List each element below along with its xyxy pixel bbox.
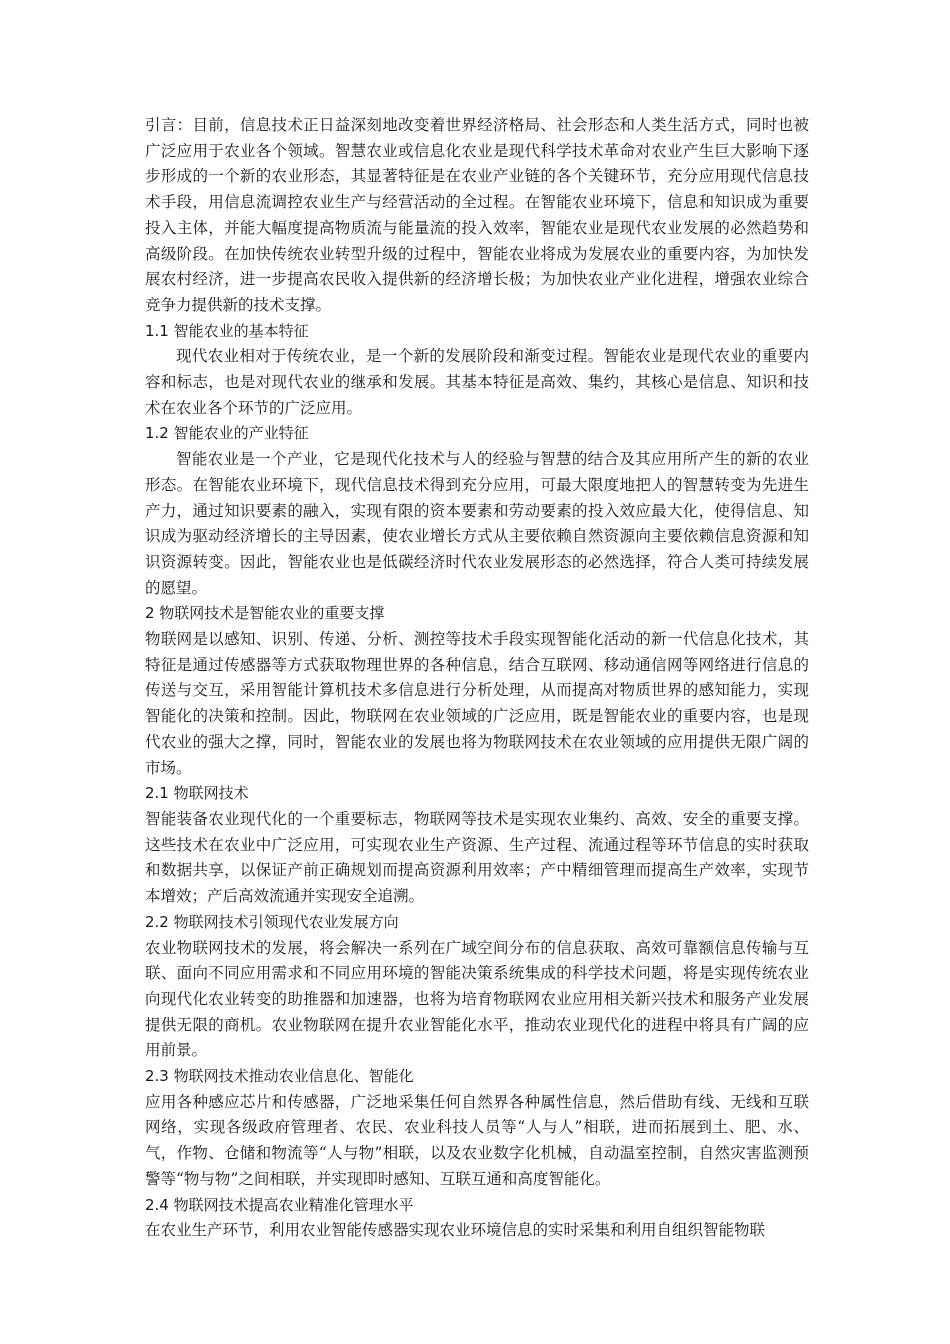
section-body-1-1: 现代农业相对于传统农业，是一个新的发展阶段和渐变过程。智能农业是现代农业的重要内容和标志，也是对现代农业的继承和发展。其基本特征是高效、集约，其核心是信息、知识和技术在农业各个环节的广泛应用。	[145, 347, 809, 417]
section-heading-2-3: 2.3 物联网技术推动农业信息化、智能化	[145, 1067, 414, 1086]
section-body-2-2: 农业物联网技术的发展，将会解决一系列在广域空间分布的信息获取、高效可靠额信息传输与互联、面向不同应用需求和不同应用环境的智能决策系统集成的科学技术问题，将是实现传统农业向现代化农业转变的助推器和加速器，也将为培育物联网农业应用相关新兴技术和服务产业发展提供无限的商机。农业物联网在提升农业智能化水平，推动农业现代化的进程中将具有广阔的应用前景。	[145, 938, 809, 1060]
section-body-1-2: 智能农业是一个产业，它是现代化技术与人的经验与智慧的结合及其应用所产生的新的农业形态。在智能农业环境下，现代信息技术得到充分应用，可最大限度地把人的智慧转变为先进生产力，通过知识要素的融入，实现有限的资本要素和劳动要素的投入效应最大化，使得信息、知识成为驱动经济增长的主导因素，使农业增长方式从主要依赖自然资源向主要依赖信息资源和知识资源转变。因此，智能农业也是低碳经济时代农业发展形态的必然选择，符合人类可持续发展的愿望。	[145, 450, 809, 597]
section-heading-1-2: 1.2 智能农业的产业特征	[145, 424, 309, 443]
section-heading-2-1: 2.1 物联网技术	[145, 784, 249, 803]
section-body-2: 物联网是以感知、识别、传递、分析、测控等技术手段实现智能化活动的新一代信息化技术，其特征是通过传感器等方式获取物理世界的各种信息，结合互联网、移动通信网等网络进行信息的传送与交互，采用智能计算机技术多信息进行分析处理，从而提高对物质世界的感知能力，实现智能化的决策和控制。因此，物联网在农业领域的广泛应用，既是智能农业的重要内容，也是现代农业的强大之撑，同时，智能农业的发展也将为物联网技术在农业领域的应用提供无限广阔的市场。	[145, 630, 809, 777]
section-heading-2-4: 2.4 物联网技术提高农业精准化管理水平	[145, 1195, 414, 1214]
section-heading-1-1: 1.1 智能农业的基本特征	[145, 321, 309, 340]
intro-paragraph: 引言：目前，信息技术正日益深刻地改变着世界经济格局、社会形态和人类生活方式，同时也被广泛应用于农业各个领域。智慧农业或信息化农业是现代科学技术革命对农业产生巨大影响下逐步形成的一个新的农业形态，其显著特征是在农业产业链的各个关键环节，充分应用现代信息技术手段，用信息流调控农业生产与经营活动的全过程。在智能农业环境下，信息和知识成为重要投入主体，并能大幅度提高物质流与能量流的投入效率，智能农业是现代农业发展的必然趋势和高级阶段。在加快传统农业转型升级的过程中，智能农业将成为发展农业的重要内容，为加快发展农村经济，进一步提高农民收入提供新的经济增长极；为加快农业产业化进程，增强农业综合竞争力提供新的技术支撑。	[145, 116, 809, 314]
section-heading-2: 2 物联网技术是智能农业的重要支撑	[145, 604, 385, 623]
section-body-2-4: 在农业生产环节，利用农业智能传感器实现农业环境信息的实时采集和利用自组织智能物联	[145, 1221, 766, 1240]
document-page	[145, 113, 809, 1244]
section-heading-2-2: 2.2 物联网技术引领现代农业发展方向	[145, 912, 399, 931]
section-body-2-1: 智能装备农业现代化的一个重要标志，物联网等技术是实现农业集约、高效、安全的重要支撑。这些技术在农业中广泛应用，可实现农业生产资源、生产过程、流通过程等环节信息的实时获取和数据共享，以保证产前正确规划而提高资源利用效率；产中精细管理而提高生产效率，实现节本增效；产后高效流通并实现安全追溯。	[145, 809, 809, 906]
section-body-2-3: 应用各种感应芯片和传感器，广泛地采集任何自然界各种属性信息，然后借助有线、无线和互联网络，实现各级政府管理者、农民、农业科技人员等“人与人”相联，进而拓展到土、肥、水、气，作物、仓储和物流等“人与物”相联，以及农业数字化机械，自动温室控制，自然灾害监测预警等“物与物”之间相联，并实现即时感知、互联互通和高度智能化。	[145, 1092, 809, 1188]
